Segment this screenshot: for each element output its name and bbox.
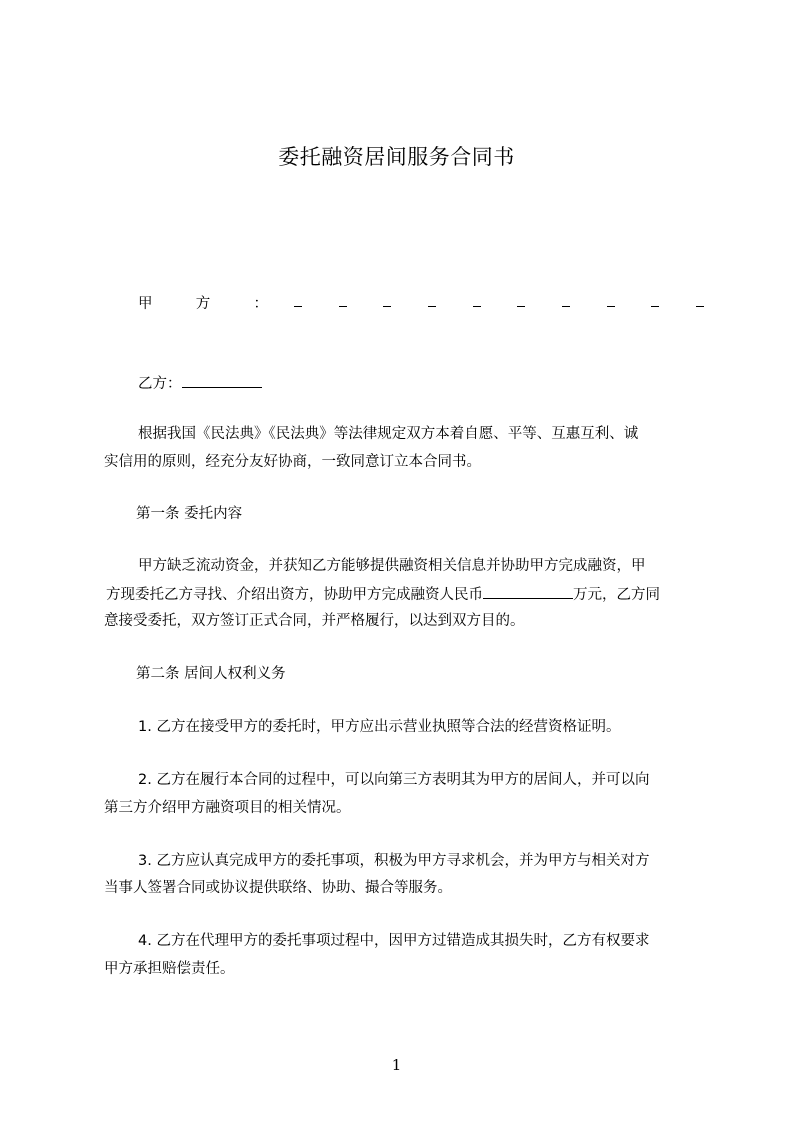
party-a-blank-segment	[607, 292, 615, 307]
article-1-line-2-text: 方现委托乙方寻找、介绍出资方，协助甲方完成融资人民币	[106, 587, 483, 603]
party-b-label: 乙方：	[138, 376, 182, 392]
party-a-blank-segment	[473, 292, 481, 307]
party-a-blank-segment	[562, 292, 570, 307]
article-1-line-2	[106, 584, 702, 605]
article-2-item-1: 1. 乙方在接受甲方的委托时，甲方应出示营业执照等合法的经营资格证明。	[138, 719, 621, 735]
article-2-item-3-line-1: 3. 乙方应认真完成甲方的委托事项，积极为甲方寻求机会，并为甲方与相关对方	[138, 853, 650, 869]
party-a-blank-segment	[517, 292, 525, 307]
preamble-line-1: 根据我国《民法典》《民法典》等法律规定双方本着自愿、平等、互惠互利、诚	[138, 426, 639, 442]
party-a-line	[138, 292, 708, 316]
party-a-blank-segment	[428, 292, 436, 307]
party-a-blank-segment	[339, 292, 347, 307]
party-a-blank-segment	[294, 292, 302, 307]
preamble-line-2: 实信用的原则，经充分友好协商，一致同意订立本合同书。	[104, 454, 481, 470]
article-2-item-4-line-1: 4. 乙方在代理甲方的委托事项过程中，因甲方过错造成其损失时，乙方有权要求	[138, 933, 650, 949]
amount-blank-field	[483, 584, 573, 599]
article-2-item-3-line-2: 当事人签署合同或协议提供联络、协助、撮合等服务。	[104, 880, 452, 896]
article-1-line-2-text-end: 万元，乙方同	[573, 587, 660, 603]
article-2-item-4-line-2: 甲方承担赔偿责任。	[104, 961, 235, 977]
document-title: 委托融资居间服务合同书	[278, 145, 515, 169]
party-a-label-char: 甲	[138, 296, 153, 312]
party-a-label-char: ：	[253, 296, 268, 312]
article-2-item-2-line-1: 2. 乙方在履行本合同的过程中，可以向第三方表明其为甲方的居间人，并可以向	[138, 772, 650, 788]
party-a-label-char: 方	[195, 296, 211, 312]
article-1-line-3: 意接受委托，双方签订正式合同，并严格履行，以达到双方目的。	[104, 613, 525, 629]
party-a-blank-segment	[383, 292, 391, 307]
page-number: 1	[391, 1056, 402, 1074]
party-a-blank-segment	[696, 292, 704, 307]
article-1-heading: 第一条 委托内容	[136, 506, 243, 522]
article-1-line-1: 甲方缺乏流动资金，并获知乙方能够提供融资相关信息并协助甲方完成融资，甲	[138, 558, 646, 574]
article-2-heading: 第二条 居间人权利义务	[136, 666, 286, 682]
party-b-blank-field	[182, 373, 262, 388]
article-2-item-2-line-2: 第三方介绍甲方融资项目的相关情况。	[104, 800, 351, 816]
party-a-blank-field	[294, 292, 704, 307]
party-b-line	[138, 372, 262, 393]
party-a-blank-segment	[651, 292, 659, 307]
party-a-label	[138, 292, 268, 313]
